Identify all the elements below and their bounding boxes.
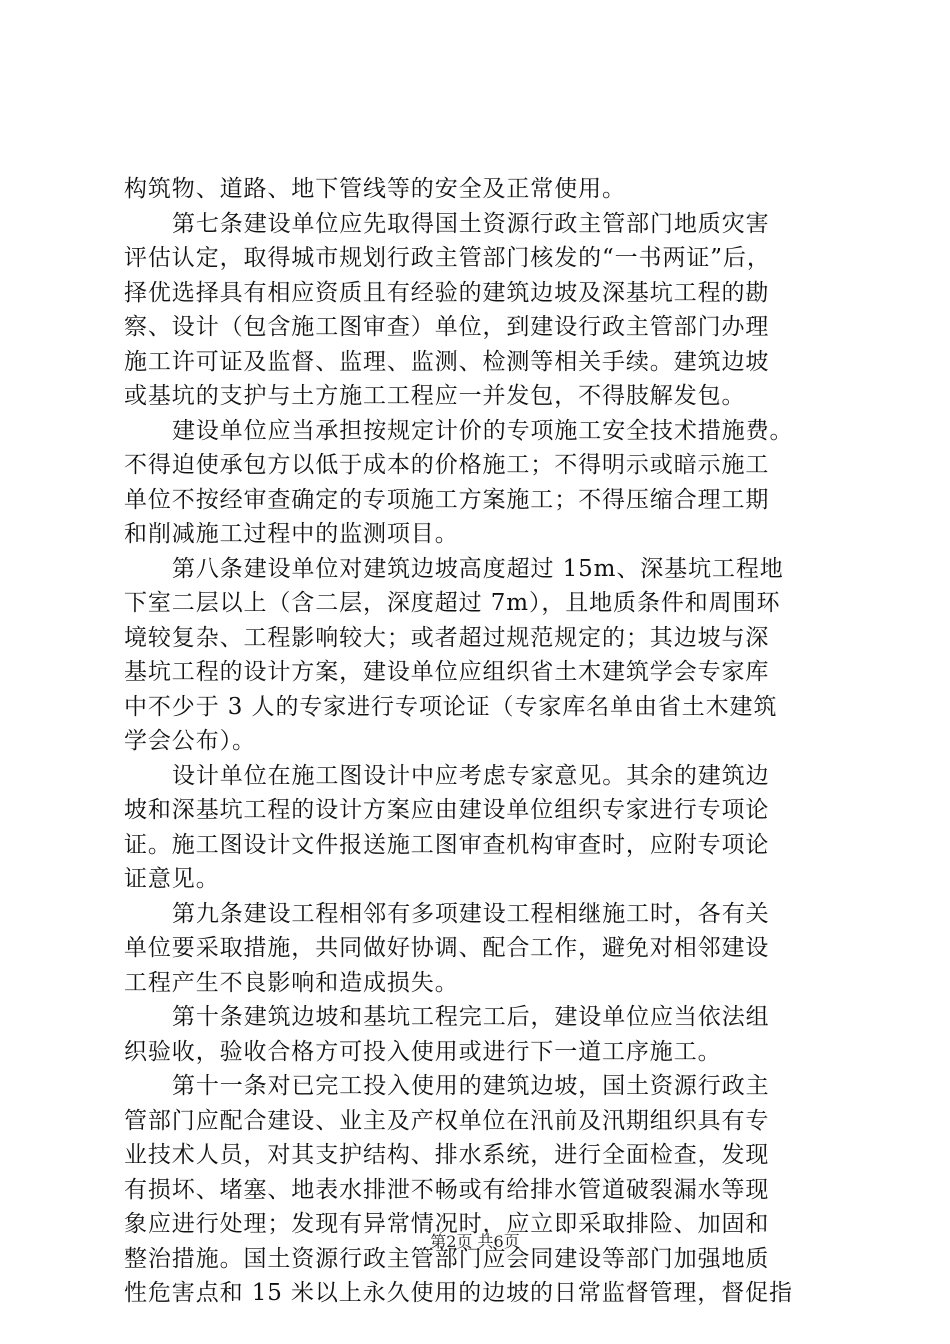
text-line: 和削减施工过程中的监测项目。 [124,521,459,547]
text-line: 单位要采取措施，共同做好协调、配合工作，避免对相邻建设 [124,935,770,961]
page-footer: 第2页 共6页 [430,1232,520,1251]
text-line: 证。施工图设计文件报送施工图审查机构审查时，应附专项论 [124,831,770,858]
text-line: 整治措施。国土资源行政主管部门应会同建设等部门加强地质 [124,1245,770,1272]
text-line: 第七条建设单位应先取得国土资源行政主管部门地质灾害 [172,210,770,237]
text-line: 象应进行处理；发现有异常情况时，应立即采取排险、加固和 [124,1211,770,1237]
text-line: 证意见。 [124,866,220,892]
text-line: 施工许可证及监督、监理、监测、检测等相关手续。建筑边坡 [124,348,770,375]
text-line: 性危害点和 15 米以上永久使用的边坡的日常监督管理，督促指 [124,1280,793,1306]
text-line: 管部门应配合建设、业主及产权单位在汛前及汛期组织具有专 [124,1107,770,1134]
text-line: 织验收，验收合格方可投入使用或进行下一道工序施工。 [124,1038,722,1065]
text-line: 不得迫使承包方以低于成本的价格施工；不得明示或暗示施工 [124,452,770,478]
text-line: 业技术人员，对其支护结构、排水系统，进行全面检查，发现 [124,1142,770,1168]
text-line: 中不少于 3 人的专家进行专项论证（专家库名单由省土木建筑 [124,693,778,720]
text-line: 第八条建设单位对建筑边坡高度超过 15m、深基坑工程地 [172,555,784,582]
text-line: 或基坑的支护与土方施工工程应一并发包，不得肢解发包。 [124,383,746,409]
text-line: 坡和深基坑工程的设计方案应由建设单位组织专家进行专项论 [124,797,770,823]
text-line: 工程产生不良影响和造成损失。 [124,969,459,996]
text-line: 第十一条对已完工投入使用的建筑边坡，国土资源行政主 [172,1073,770,1099]
text-line: 择优选择具有相应资质且有经验的建筑边坡及深基坑工程的勘 [124,279,770,306]
text-line: 察、设计（包含施工图审查）单位，到建设行政主管部门办理 [124,314,770,340]
text-line: 单位不按经审查确定的专项施工方案施工；不得压缩合理工期 [124,486,770,513]
text-line: 建设单位应当承担按规定计价的专项施工安全技术措施费。 [172,417,794,444]
text-line: 有损坏、堵塞、地表水排泄不畅或有给排水管道破裂漏水等现 [124,1176,770,1203]
text-line: 学会公布）。 [124,728,256,754]
document-body [124,172,836,1311]
text-line: 设计单位在施工图设计中应考虑专家意见。其余的建筑边 [172,762,770,789]
text-line: 构筑物、道路、地下管线等的安全及正常使用。 [124,176,626,202]
text-line: 评估认定，取得城市规划行政主管部门核发的“一书两证”后， [124,245,771,271]
text-line: 境较复杂、工程影响较大；或者超过规范规定的；其边坡与深 [124,624,770,651]
text-line: 第十条建筑边坡和基坑工程完工后，建设单位应当依法组 [172,1004,770,1030]
text-line: 第九条建设工程相邻有多项建设工程相继施工时，各有关 [172,900,770,927]
text-line: 下室二层以上（含二层，深度超过 7m），且地质条件和周围环 [124,590,781,616]
text-line: 基坑工程的设计方案，建设单位应组织省土木建筑学会专家库 [124,659,770,685]
